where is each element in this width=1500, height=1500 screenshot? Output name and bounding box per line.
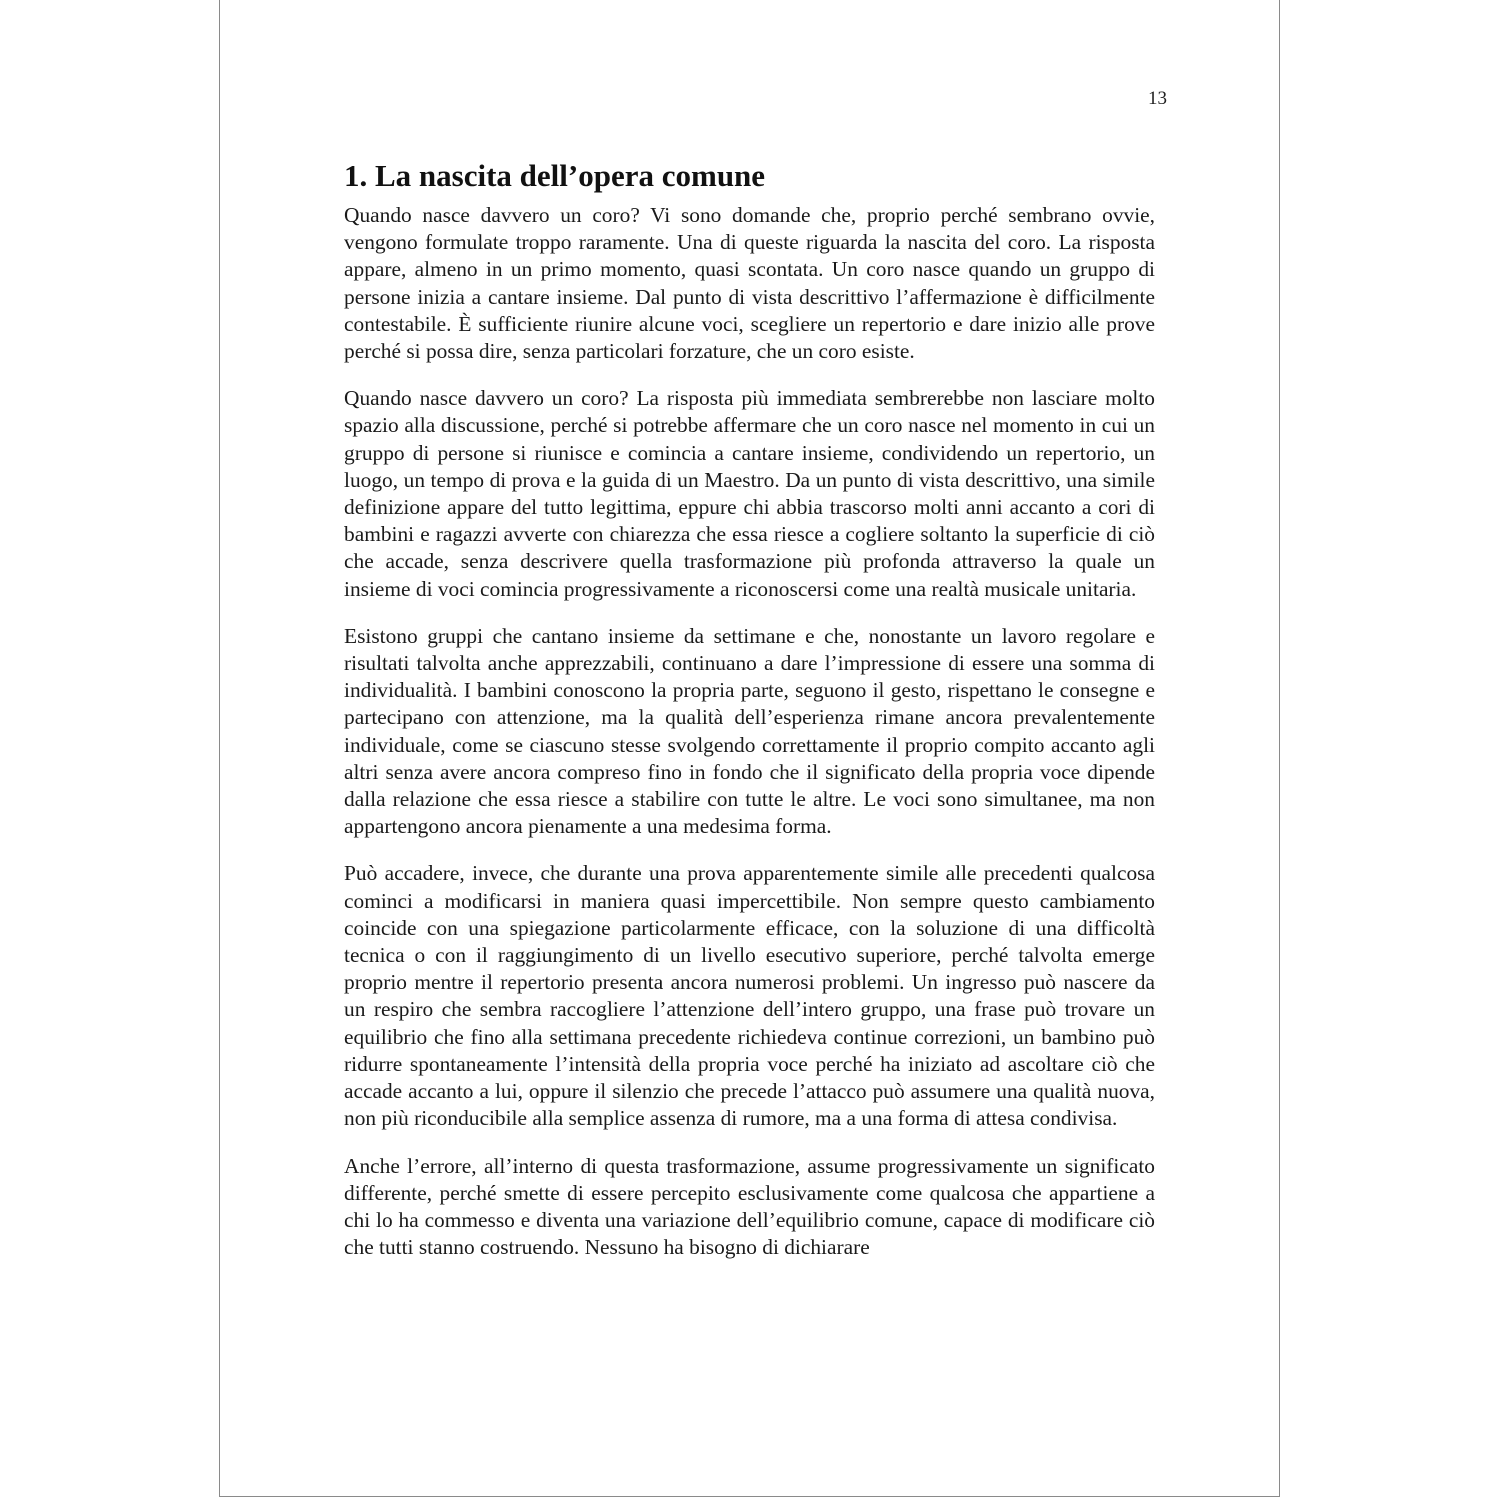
body-paragraph-4: Può accadere, invece, che durante una prova apparentemente simile alle precedenti qualcosa cominci a modificarsi in maniera quasi impercettibile. Non sempre questo cambiamento coincide con una spiegazione particolarmente efficace, con la soluzione di una difficoltà tecnica o con il raggiungimento di un livello esecutivo superiore, perché talvolta emerge proprio mentre il repertorio presenta ancora numerosi problemi. Un ingresso può nascere da un respiro che sembra raccogliere l’attenzione dell’intero gruppo, una frase può trovare un equilibrio che fino alla settimana precedente richiedeva continue correzioni, un bambino può ridurre spontaneamente l’intensità della propria voce perché ha iniziato ad ascoltare ciò che accade accanto a lui, oppure il silenzio che precede l’attacco può assumere una qualità nuova, non più riconducibile alla semplice assenza di rumore, ma a una forma di attesa condivisa. <box>344 861 1155 1131</box>
body-paragraph-3: Esistono gruppi che cantano insieme da settimane e che, nonostante un lavoro regolare e risultati talvolta anche apprezzabili, continuano a dare l’impressione di essere una somma di individualità. I bambini conoscono la propria parte, seguono il gesto, rispettano le consegne e partecipano con attenzione, ma la qualità dell’esperienza rimane ancora prevalentemente individuale, come se ciascuno stesse svolgendo correttamente il proprio compito accanto agli altri senza avere ancora compreso fino in fondo che il significato della propria voce dipende dalla relazione che essa riesce a stabilire con tutte le altre. Le voci sono simultanee, ma non appartengono ancora pienamente a una medesima forma. <box>344 623 1155 839</box>
body-paragraph-2: Quando nasce davvero un coro? La risposta più immediata sembrerebbe non lasciare molto spazio alla discussione, perché si potrebbe affermare che un coro nasce nel momento in cui un gruppo di persone si riunisce e comincia a cantare insieme, condividendo un repertorio, un luogo, un tempo di prova e la guida di un Maestro. Da un punto di vista descrittivo, una simile definizione appare del tutto legittima, eppure chi abbia trascorso molti anni accanto a cori di bambini e ragazzi avverte con chiarezza che essa riesce a cogliere soltanto la superficie di ciò che accade, senza descrivere quella trasformazione più profonda attraverso la quale un insieme di voci comincia progressivamente a riconoscersi come una realtà musicale unitaria. <box>344 386 1155 601</box>
body-paragraph-5: Anche l’errore, all’interno di questa trasformazione, assume progressivamente un significato differente, perché smette di essere percepito esclusivamente come qualcosa che appartiene a chi lo ha commesso e diventa una variazione dell’equilibrio comune, capace di modificare ciò che tutti stanno costruendo. Nessuno ha bisogno di dichiarare <box>344 1153 1155 1260</box>
book-page <box>219 0 1280 1497</box>
chapter-title: 1. La nascita dell’opera comune <box>344 158 766 193</box>
page-content <box>344 156 1155 1281</box>
body-paragraph-1: Quando nasce davvero un coro? Vi sono domande che, proprio perché sembrano ovvie, vengono formulate troppo raramente. Una di queste riguarda la nascita del coro. La risposta appare, almeno in un primo momento, quasi scontata. Un coro nasce quando un gruppo di persone inizia a cantare insieme. Dal punto di vista descrittivo l’affermazione è difficilmente contestabile. È sufficiente riunire alcune voci, scegliere un repertorio e dare inizio alle prove perché si possa dire, senza particolari forzature, che un coro esiste. <box>344 203 1155 364</box>
page-number: 13 <box>1148 88 1167 109</box>
